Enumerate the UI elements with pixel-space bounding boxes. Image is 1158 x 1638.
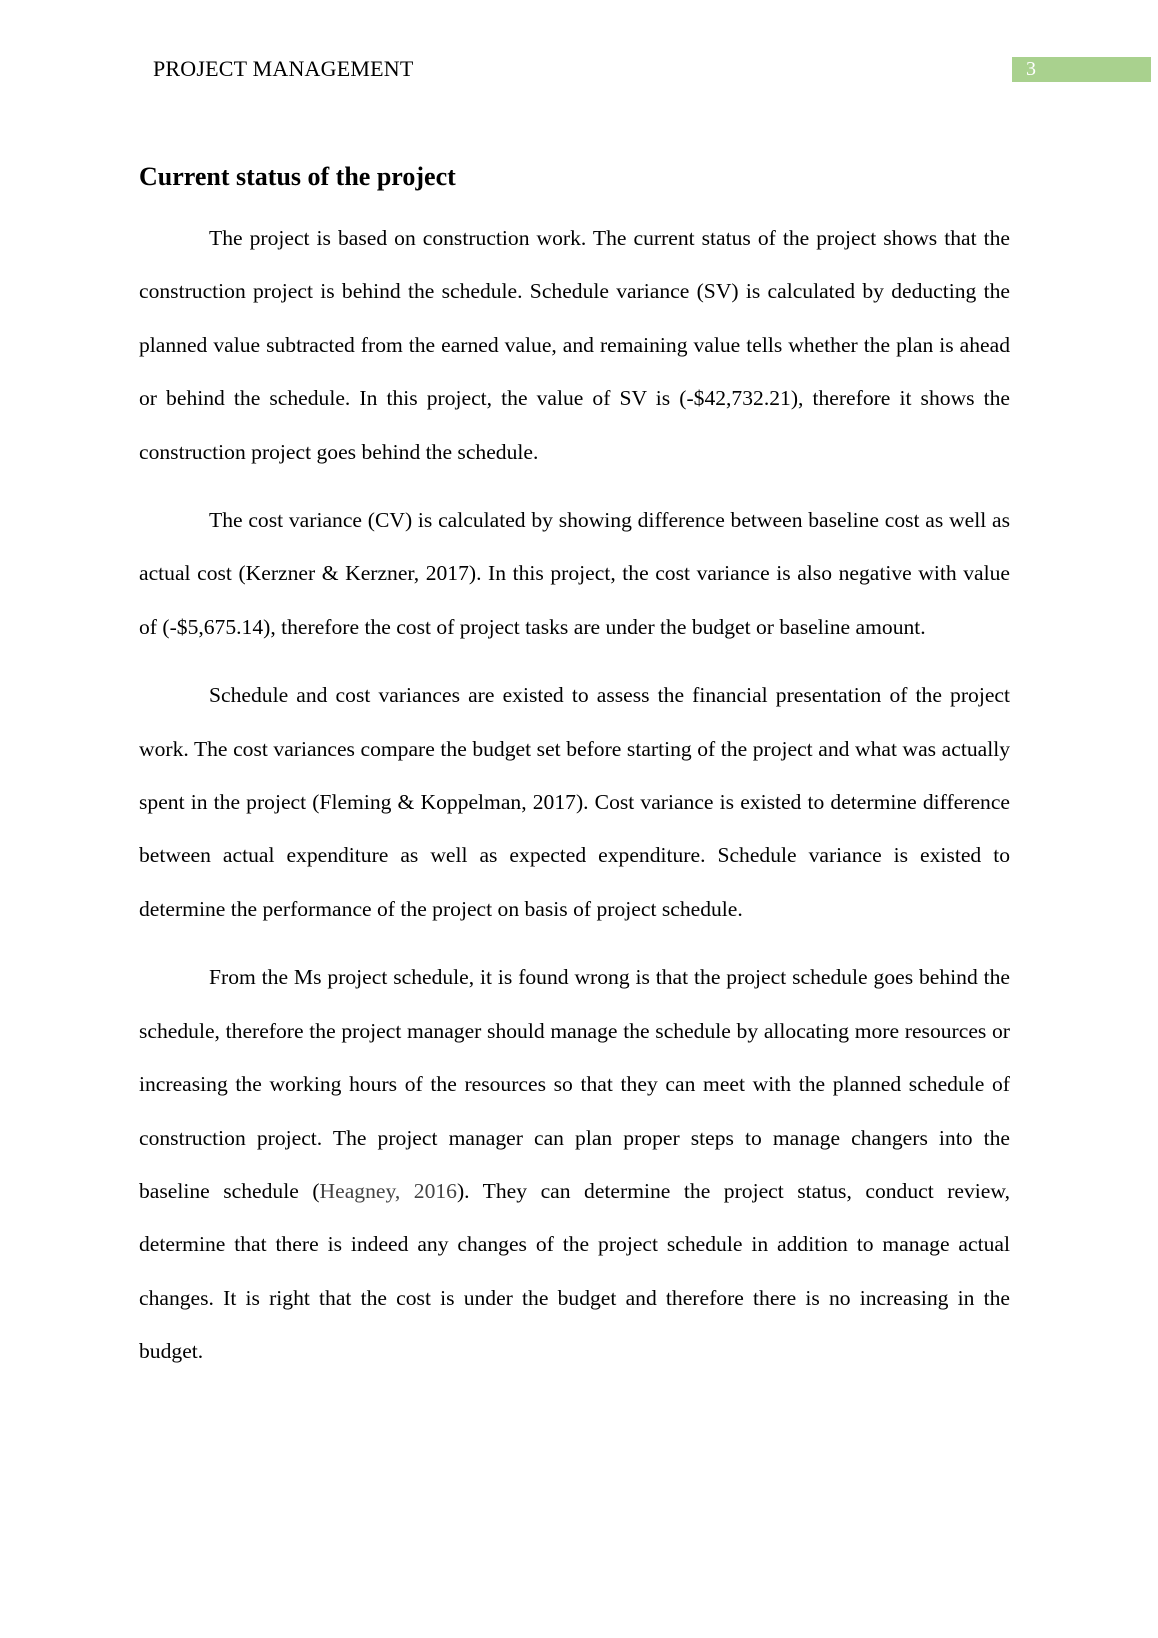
section-heading: Current status of the project [139,162,456,191]
paragraph-4-text-end: ). They can determine the project status, conduct review, determine that there is indeed any changes of the project schedule in addition to manage actual changes. It is right that the cost is under the budget and therefore there is no increasing in the budget. [139,1178,1010,1364]
paragraph-3: Schedule and cost variances are existed to assess the financial presentation of the project work. The cost variances compare the budget set before starting of the project and what was actually spent in the project (Fleming & Koppelman, 2017). Cost variance is existed to determine difference between actual expenditure as well as expected expenditure. Schedule variance is existed to determine the performance of the project on basis of project schedule. [139,683,1010,921]
paragraph-1: The project is based on construction work. The current status of the project shows that the construction project is behind the schedule. Schedule variance (SV) is calculated by deducting the planned value subtracted from the earned value, and remaining value tells whether the plan is ahead or behind the schedule. In this project, the value of SV is (-$42,732.21), therefore it shows the construction project goes behind the schedule. [139,226,1010,464]
body-text [139,212,1010,1394]
paragraph-4 [139,951,1010,1378]
paragraph-4-text-start: From the Ms project schedule, it is found wrong is that the project schedule goes behind the schedule, therefore the project manager should manage the schedule by allocating more resources or increasing the working hours of the resources so that they can meet with the planned schedule of construction project. The project manager can plan proper steps to manage changers into the baseline schedule ( [139,965,1010,1203]
page-number-box [1012,57,1151,82]
citation-heagney: Heagney, 2016 [319,1178,457,1203]
page-number: 3 [1026,58,1036,80]
paragraph-2: The cost variance (CV) is calculated by showing difference between baseline cost as well as actual cost (Kerzner & Kerzner, 2017). In this project, the cost variance is also negative with value of (-$5,675.14), therefore the cost of project tasks are under the budget or baseline amount. [139,508,1010,639]
running-header-title: PROJECT MANAGEMENT [153,56,414,81]
